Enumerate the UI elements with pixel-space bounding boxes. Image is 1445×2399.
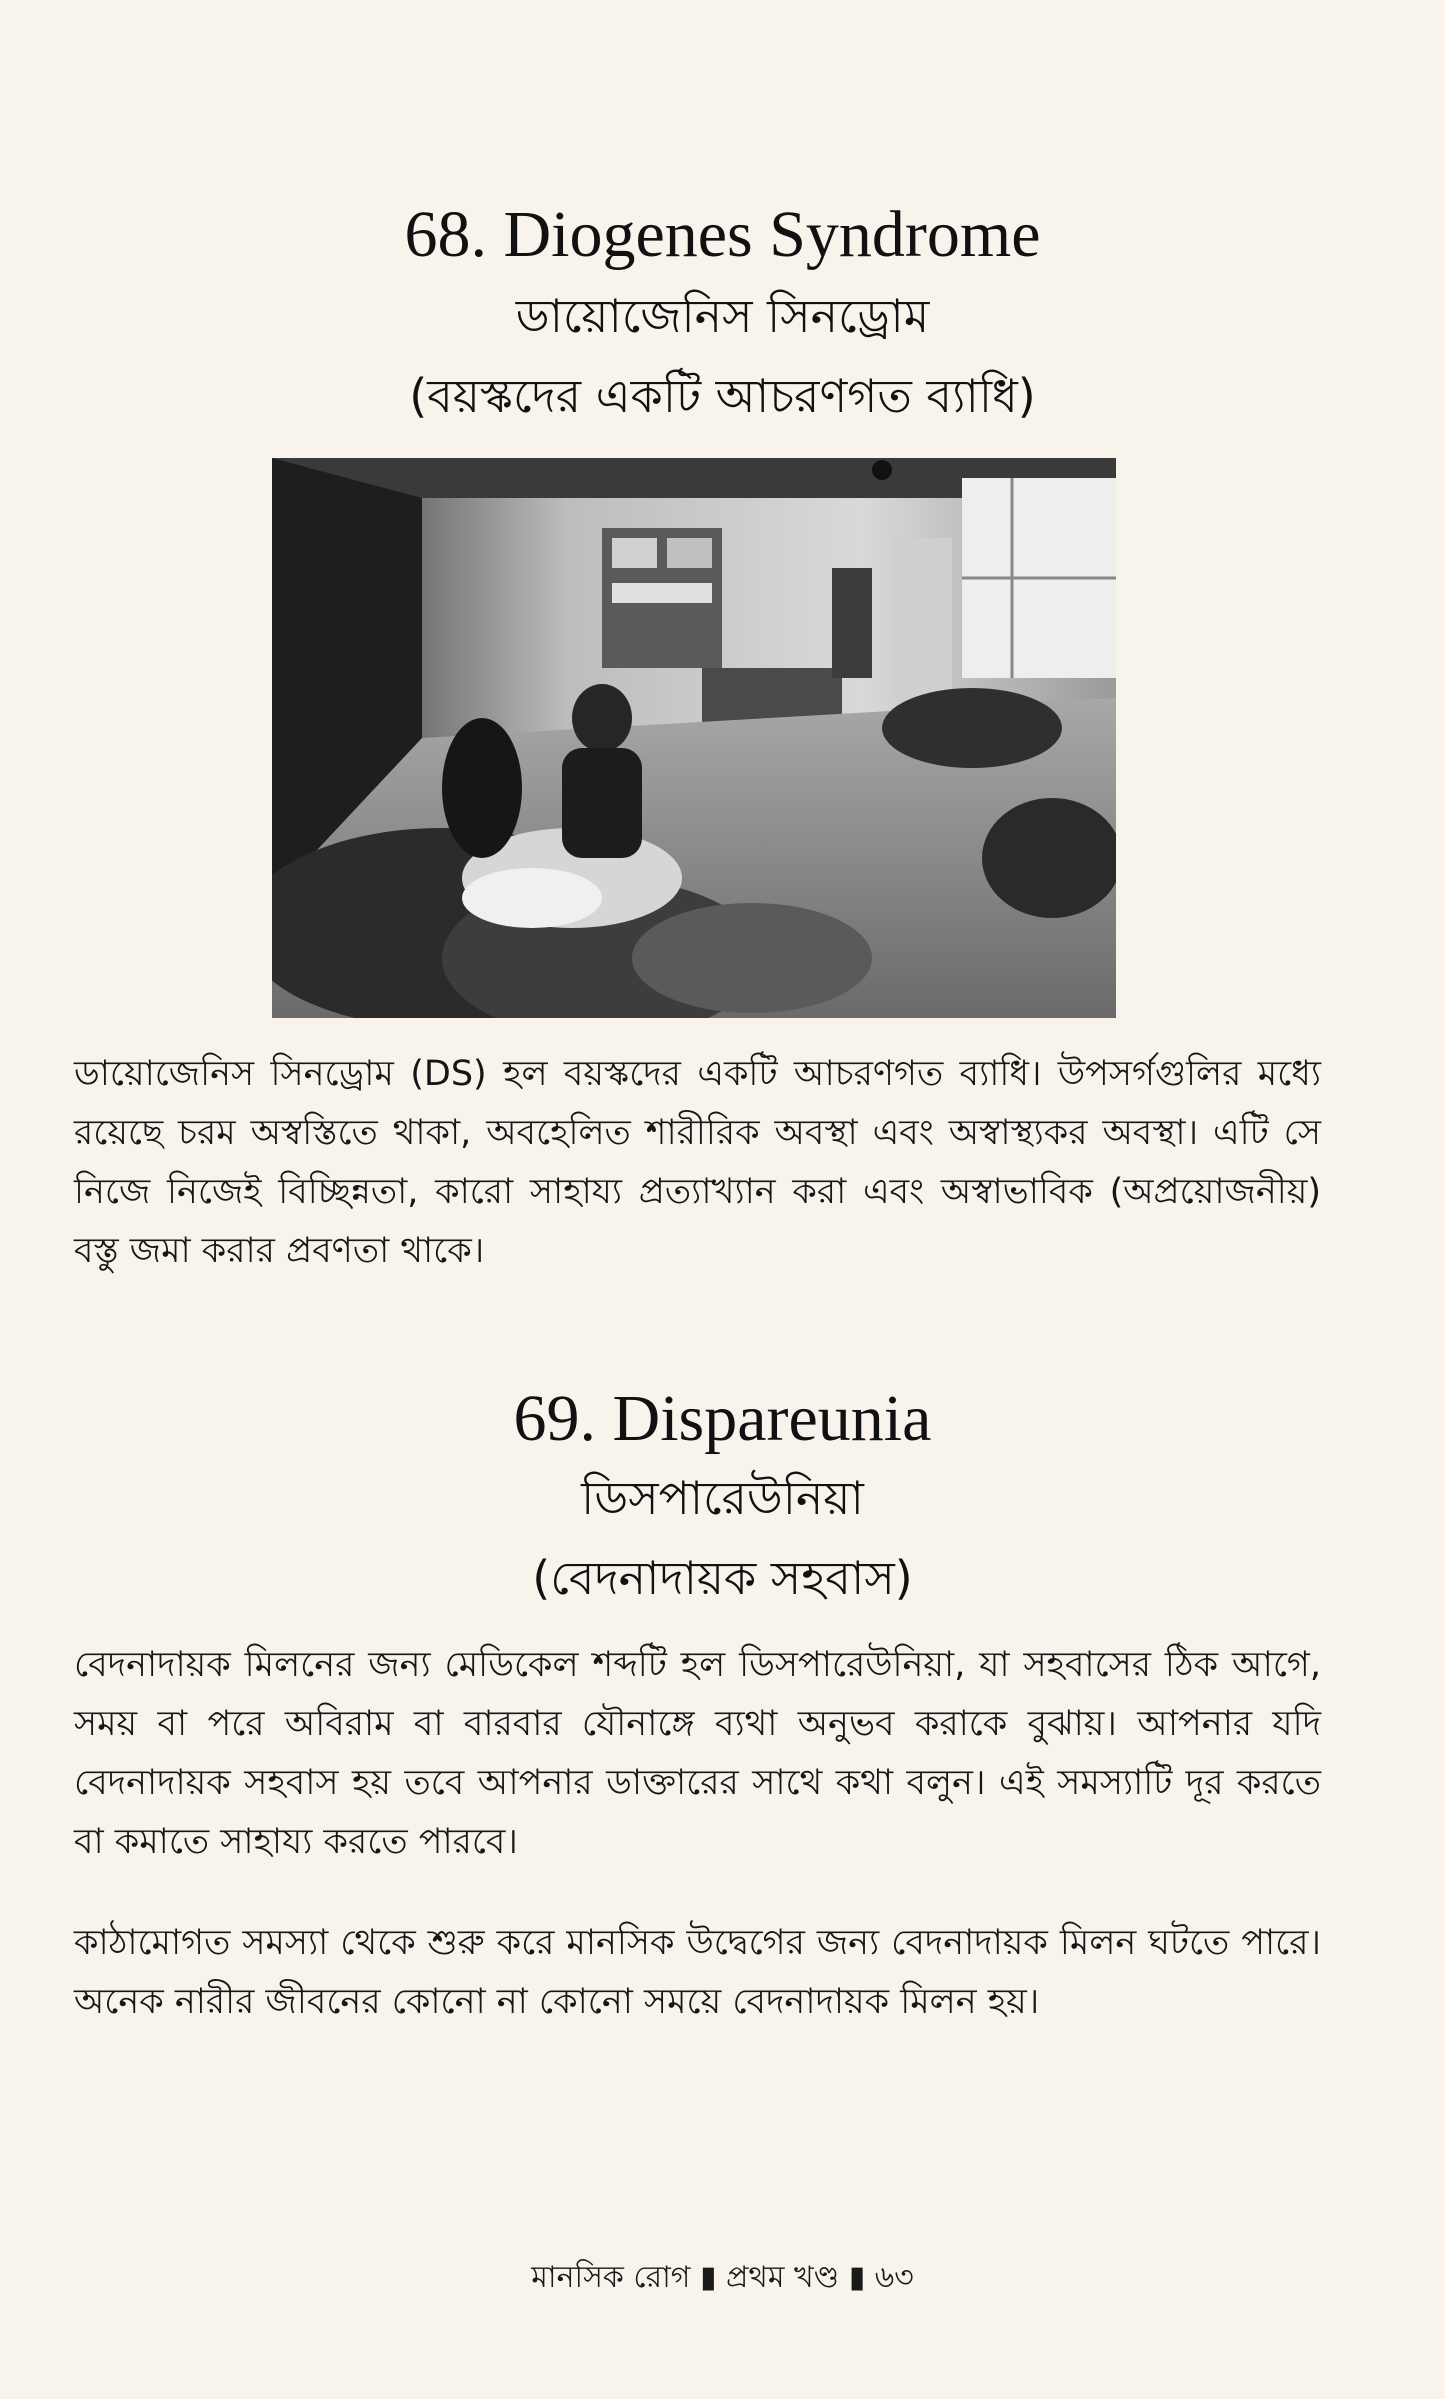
- section-68-title-bangla: ডায়োজেনিস সিনড্রোম: [515, 289, 930, 343]
- section-68-title: 68. Diogenes Syndrome: [404, 198, 1041, 271]
- section-69-paragraph-2: কাঠামোগত সমস্যা থেকে শুরু করে মানসিক উদ্বেগের জন্য বেদনাদায়ক মিলন ঘটতে পারে। অনেক নারীর জীবনের কোনো না কোনো সময়ে বেদনাদায়ক মিলন হয়।: [74, 1923, 1321, 2022]
- section-69-title: 69. Dispareunia: [513, 1382, 932, 1455]
- section-69-paragraph-1: বেদনাদায়ক মিলনের জন্য মেডিকেল শব্দটি হল ডিসপারেউনিয়া, যা সহবাসের ঠিক আগে, সময় বা পরে অবিরাম বা বারবার যৌনাঙ্গে ব্যথা অনুভব করাকে বুঝায়। আপনার যদি বেদনাদায়ক সহবাস হয় তবে আপনার ডাক্তারের সাথে কথা বলুন। এই সমস্যাটি দূর করতে বা কমাতে সাহায্য করতে পারবে।: [74, 1645, 1321, 1862]
- section-68-paragraph: ডায়োজেনিস সিনড্রোম (DS) হল বয়স্কদের একটি আচরণগত ব্যাধি। উপসর্গগুলির মধ্যে রয়েছে চরম অস্বস্তিতে থাকা, অবহেলিত শারীরিক অবস্থা এবং অস্বাস্থ্যকর অবস্থা। এটি সে নিজে নিজেই বিচ্ছিন্নতা, কারো সাহায্য প্রত্যাখ্যান করা এবং অস্বাভাবিক (অপ্রয়োজনীয়) বস্তু জমা করার প্রবণতা থাকে।: [74, 1054, 1321, 1271]
- section-69-subtitle: (বেদনাদায়ক সহবাস): [532, 1551, 913, 1605]
- page-footer: মানসিক রোগ ▮ প্রথম খণ্ড ▮ ৬৩: [531, 2260, 914, 2295]
- photo-illustration: [272, 458, 1116, 1018]
- diogenes-room-photo: [272, 458, 1116, 1018]
- section-69-title-bangla: ডিসপারেউনিয়া: [581, 1471, 864, 1525]
- section-68-subtitle: (বয়স্কদের একটি আচরণগত ব্যাধি): [409, 369, 1036, 423]
